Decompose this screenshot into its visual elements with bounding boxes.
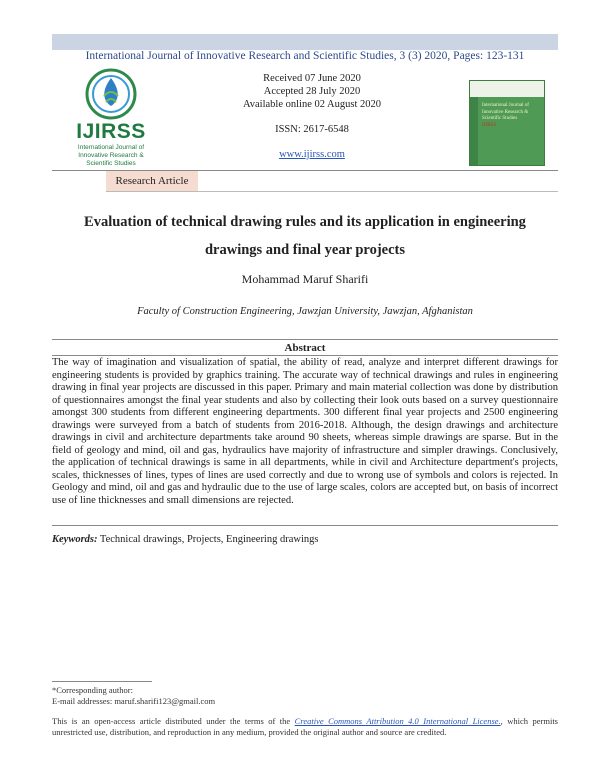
corresponding-label: *Corresponding author:	[52, 685, 133, 695]
author-name: Mohammad Maruf Sharifi	[241, 272, 369, 286]
abstract-top-rule	[52, 339, 558, 340]
journal-url-link[interactable]: www.ijirss.com	[279, 149, 345, 160]
keywords-text: Technical drawings, Projects, Engineering drawings	[97, 534, 319, 545]
cover-title	[482, 103, 542, 129]
paper-title: Evaluation of technical drawing rules and its application in engineering drawings and final year projects	[84, 214, 526, 258]
accepted-date: Accepted 28 July 2020	[263, 86, 361, 97]
author-affiliation: Faculty of Construction Engineering, Jawzjan University, Jawzjan, Afghanistan	[137, 306, 473, 317]
abstract-text: The way of imagination and visualization of spatial, the ability of read, analyze and interpret different drawings for engineering students is provided by graphics training. The accurate way of technical drawings and rules in engineering drawing in final year projects are discussed in this paper. Primary and main material collection was done by distribution of questionnaires amongst the final year students and also by collecting their look outs based on a survey questionnaire amongst 300 students from different engineering departments. 300 different final year projects and 2500 engineering drawings were surveyed from a batch of students from 2016-2018. Although, the design drawings and architecture drawings in civil and architecture departments take around 90 sheets, whereas simple drawings are sparse. But in the field of geology and mind, oil and gas, hydraulics have majority of infrastructure and simpler drawings. Conclusively, the application of technical drawings is same in all departments, while in civil and Architecture department's projects, scales, thicknesses of lines, types of lines are used correctly and due to wrong use of symbols and colors is rejected. In Geology and mind, oil and gas and hydraulic due to the use of large scales, colors are accepted but, on basis of incorrect use of line thicknesses and small dimensions are rejected.	[52, 357, 558, 506]
corresponding-footnote	[52, 685, 558, 707]
logo-wordmark: IJIRSS	[76, 120, 146, 143]
corresponding-email: E-mail addresses: maruf.sharifi123@gmail.com	[52, 696, 216, 706]
license-link[interactable]: Creative Commons Attribution 4.0 International License.	[294, 716, 501, 726]
issn: ISSN: 2617-6548	[275, 124, 349, 135]
journal-cover-thumbnail	[469, 80, 545, 166]
cover-title-text: International Journal of Innovative Research & Scientific Studies	[482, 103, 529, 121]
keywords	[52, 534, 558, 545]
keywords-label: Keywords:	[52, 534, 98, 545]
logo-subtitle: International Journal of Innovative Research & Scientific Studies	[77, 144, 145, 167]
header-band	[52, 34, 558, 50]
abstract-heading: Abstract	[284, 342, 326, 354]
tag-divider	[106, 191, 558, 192]
cover-badge: IJIRSS	[482, 122, 497, 128]
article-dates	[232, 72, 392, 161]
abstract-bottom-rule	[52, 525, 558, 526]
received-date: Received 07 June 2020	[263, 73, 361, 84]
cover-header-strip	[470, 81, 544, 97]
droplet-leaf-icon	[66, 66, 156, 122]
article-type-badge: Research Article	[106, 171, 198, 191]
license-post: , which permits unrestricted use, distribution, and reproduction in any medium, provided the original author and source are credited.	[52, 716, 558, 737]
cover-side-bar	[470, 97, 478, 165]
available-date: Available online 02 August 2020	[242, 99, 382, 110]
license-pre: This is an open-access article distributed under the terms of the	[52, 716, 295, 726]
license-notice	[52, 716, 558, 738]
abstract-heading-rule	[52, 355, 558, 356]
footnote-rule	[52, 681, 152, 682]
journal-citation: International Journal of Innovative Research and Scientific Studies, 3 (3) 2020, Pages: 123-131	[85, 50, 525, 62]
